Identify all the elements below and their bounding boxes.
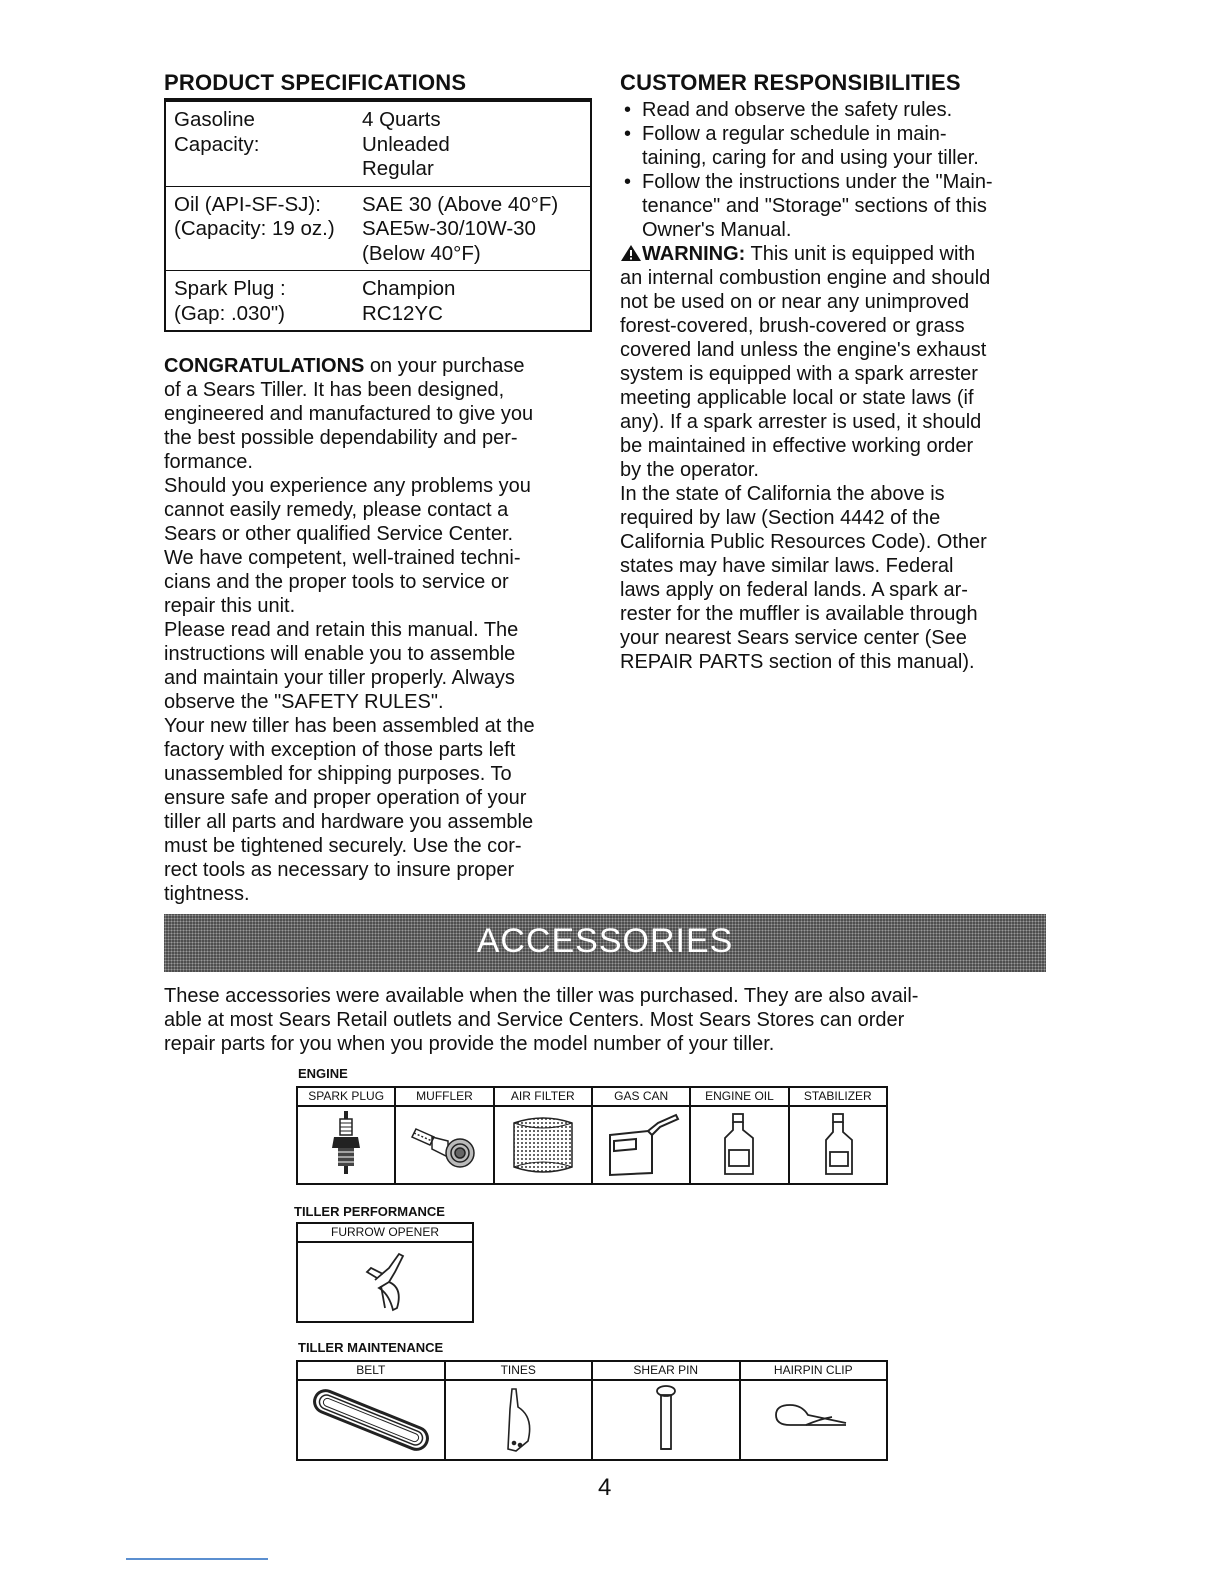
manual-paragraph: Please read and retain this manual. The instructions will enable you to assemble and maintain your tiller properly. Always observe the "SAFETY RULES". <box>164 619 519 713</box>
spec-row-gasoline <box>166 102 590 186</box>
specifications-table <box>164 100 592 332</box>
customer-responsibilities-heading: CUSTOMER RESPONSIBILITIES <box>620 70 961 95</box>
accessory-belt <box>298 1362 444 1459</box>
accessory-furrow-opener <box>298 1224 472 1321</box>
accessory-label: BELT <box>298 1362 444 1381</box>
warning-text: This unit is equipped with an internal combustion engine and should not be used on or near any unimproved forest-covered, brush-covered or grass covered land unless the engine's exhaust system is equipped with a spark arrester meeting applicable local or state laws (if any). If a spark arrester is used, it should be maintained in effective working order by the operator. <box>620 243 991 481</box>
accessory-label: SHEAR PIN <box>593 1362 739 1381</box>
accessory-label: STABILIZER <box>790 1088 886 1107</box>
spec-label: Gasoline Capacity: <box>174 108 260 156</box>
tiller-performance-category-title: TILLER PERFORMANCE <box>294 1204 445 1219</box>
tiller-maintenance-grid <box>296 1360 888 1461</box>
accessories-intro: These accessories were available when the tiller was purchased. They are also avail- able at most Sears Retail outlets and Service Centers. Most Sears Stores can order repair parts for you when you provide the model number of your tiller. <box>164 985 919 1055</box>
accessory-label: HAIRPIN CLIP <box>741 1362 887 1381</box>
accessory-gas-can <box>591 1088 689 1183</box>
warning-label: WARNING: <box>642 243 746 265</box>
accessory-air-filter <box>493 1088 591 1183</box>
shear-pin-icon <box>593 1381 739 1459</box>
list-item: • Follow the instructions under the "Main- tenance" and "Storage" sections of this Owner's Manual. <box>620 170 1060 242</box>
product-specifications-heading: PRODUCT SPECIFICATIONS <box>164 70 592 100</box>
furrow-opener-icon <box>298 1243 472 1321</box>
responsibilities-list <box>620 98 1060 242</box>
accessory-spark-plug <box>298 1088 394 1183</box>
accessory-label: ENGINE OIL <box>691 1088 787 1107</box>
accessory-stabilizer <box>788 1088 886 1183</box>
list-item: • Follow a regular schedule in main- taining, caring for and using your tiller. <box>620 122 1060 170</box>
warning-paragraph <box>620 242 1060 482</box>
accessory-shear-pin <box>591 1362 739 1459</box>
congratulations-text: on your purchase of a Sears Tiller. It has been designed, engineered and manufactured to give you the best possible dependability and per- formance. <box>164 355 534 473</box>
list-item: • Read and observe the safety rules. <box>620 98 1060 122</box>
accessory-label: TINES <box>446 1362 592 1381</box>
spec-value: 4 Quarts Unleaded Regular <box>362 108 450 180</box>
accessory-label: FURROW OPENER <box>298 1224 472 1243</box>
gas-can-icon <box>593 1107 689 1183</box>
muffler-icon <box>396 1107 492 1183</box>
spark-plug-icon <box>298 1107 394 1183</box>
engine-oil-bottle-icon <box>691 1107 787 1183</box>
stabilizer-bottle-icon <box>790 1107 886 1183</box>
accessories-banner <box>164 914 1046 972</box>
engine-accessories-grid <box>296 1086 888 1185</box>
footer-divider <box>126 1558 268 1560</box>
tine-icon <box>446 1381 592 1459</box>
service-paragraph: Should you experience any problems you cannot easily remedy, please contact a Sears or other qualified Service Center. We have competent, well-trained techni- cians and the proper tools to service or repair this unit. <box>164 475 531 617</box>
tiller-maintenance-category-title: TILLER MAINTENANCE <box>298 1340 444 1355</box>
spec-label: Oil (API-SF-SJ): (Capacity: 19 oz.) <box>174 192 335 240</box>
congratulations-section <box>164 354 594 906</box>
page-number: 4 <box>598 1474 612 1501</box>
spec-row-oil <box>166 186 590 271</box>
congratulations-paragraph <box>164 354 594 474</box>
spec-value: SAE 30 (Above 40°F) SAE5w-30/10W-30 (Below 40°F) <box>362 192 559 265</box>
accessory-label: AIR FILTER <box>495 1088 591 1107</box>
warning-triangle-icon <box>620 243 642 265</box>
accessory-engine-oil <box>689 1088 787 1183</box>
accessory-tines <box>444 1362 592 1459</box>
engine-category-title: ENGINE <box>298 1066 348 1081</box>
belt-icon <box>298 1381 444 1459</box>
spec-row-spark-plug <box>166 270 590 330</box>
accessory-muffler <box>394 1088 492 1183</box>
assembly-paragraph: Your new tiller has been assembled at the factory with exception of those parts left unassembled for shipping purposes. To ensure safe and proper operation of your tiller all parts and hardware you assemble must be tightened securely. Use the cor- rect tools as necessary to insure proper tightness. <box>164 715 535 905</box>
accessory-label: SPARK PLUG <box>298 1088 394 1107</box>
accessory-hairpin-clip <box>739 1362 887 1459</box>
air-filter-icon <box>495 1107 591 1183</box>
spec-value: Champion RC12YC <box>362 277 456 325</box>
california-paragraph: In the state of California the above is required by law (Section 4442 of the California Public Resources Code). Other states may have similar laws. Federal laws apply on federal lands. A spark ar- rester for the muffler is available through your nearest Sears service center (See REPAIR PARTS section of this manual). <box>620 483 987 673</box>
customer-responsibilities-section <box>620 98 1060 674</box>
hairpin-clip-icon <box>741 1381 887 1459</box>
congratulations-lead: CONGRATULATIONS <box>164 355 365 377</box>
spec-label: Spark Plug : (Gap: .030") <box>174 277 286 325</box>
accessory-label: MUFFLER <box>396 1088 492 1107</box>
accessory-label: GAS CAN <box>593 1088 689 1107</box>
accessories-banner-title: ACCESSORIES <box>476 922 734 960</box>
tiller-performance-grid <box>296 1222 474 1323</box>
